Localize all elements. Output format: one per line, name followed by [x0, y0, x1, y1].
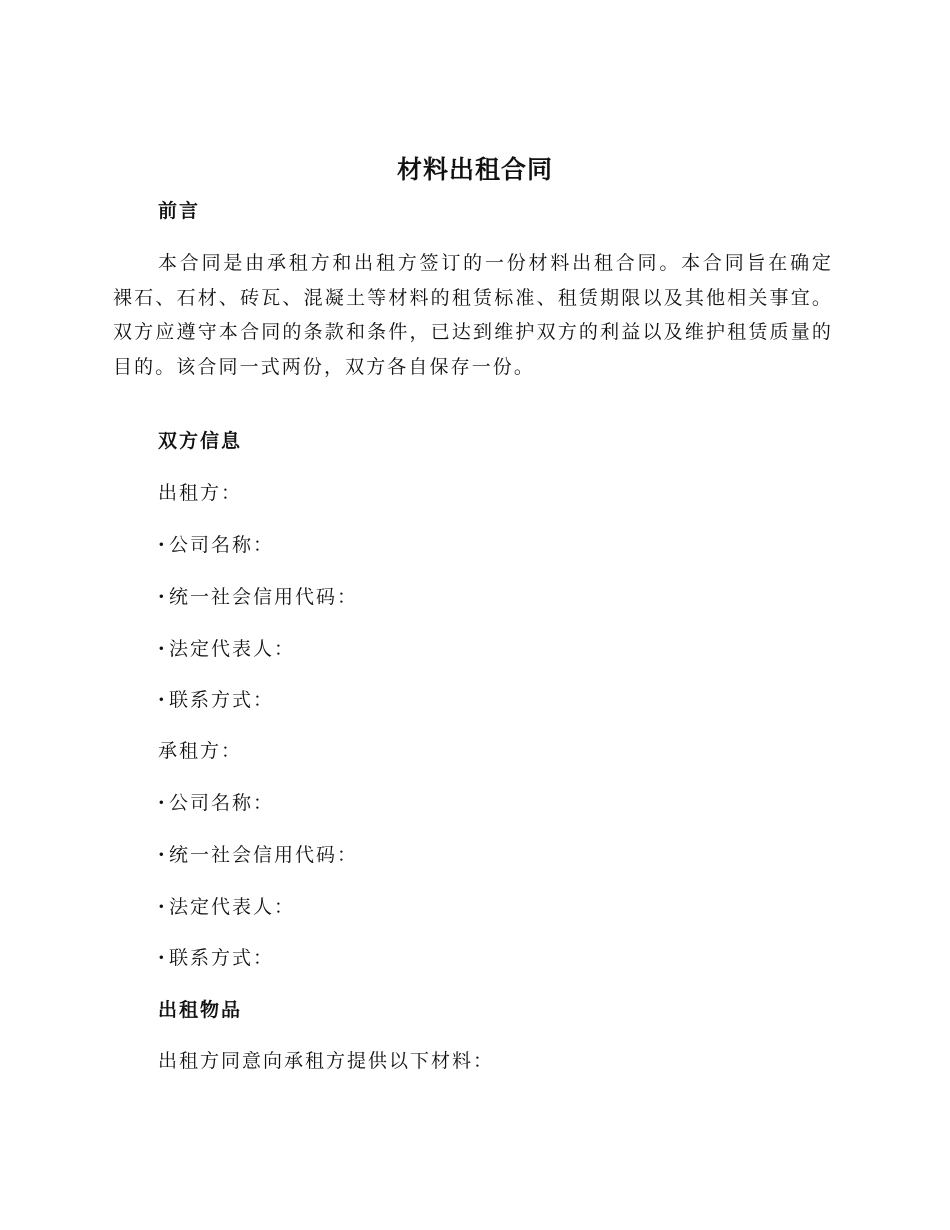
lessee-field-company-name	[158, 788, 274, 818]
field-label: 联系方式：	[169, 947, 275, 969]
bullet-icon: ·	[158, 534, 167, 556]
lessee-field-legal-rep	[158, 892, 295, 922]
parties-heading: 双方信息	[158, 430, 243, 452]
lessor-field-contact	[158, 685, 274, 715]
bullet-icon: ·	[158, 792, 167, 814]
document-title: 材料出租合同	[396, 155, 553, 184]
field-label: 统一社会信用代码：	[169, 844, 359, 866]
lessor-field-credit-code	[158, 582, 358, 612]
bullet-icon: ·	[158, 586, 167, 608]
bullet-icon: ·	[158, 638, 167, 660]
lessor-field-company-name	[158, 530, 274, 560]
field-label: 统一社会信用代码：	[169, 586, 359, 608]
lessee-field-credit-code	[158, 840, 358, 870]
lessee-field-contact	[158, 943, 274, 973]
preface-paragraph: 本合同是由承租方和出租方签订的一份材料出租合同。本合同旨在确定裸石、石材、砖瓦、混凝土等材料的租赁标准、租赁期限以及其他相关事宜。双方应遵守本合同的条款和条件，已达到维护双方的利益以及维护租赁质量的目的。该合同一式两份，双方各自保存一份。	[113, 252, 833, 378]
field-label: 联系方式：	[169, 689, 275, 711]
field-label: 法定代表人：	[169, 638, 296, 660]
bullet-icon: ·	[158, 689, 167, 711]
preface-heading: 前言	[158, 200, 201, 222]
field-label: 法定代表人：	[169, 896, 296, 918]
lessor-field-legal-rep	[158, 634, 295, 664]
bullet-icon: ·	[158, 947, 167, 969]
bullet-icon: ·	[158, 896, 167, 918]
lessee-label: 承租方：	[158, 740, 243, 762]
rental-items-heading: 出租物品	[158, 999, 243, 1021]
field-label: 公司名称：	[169, 792, 275, 814]
rental-items-intro: 出租方同意向承租方提供以下材料：	[158, 1050, 495, 1072]
lessor-label: 出租方：	[158, 482, 243, 504]
bullet-icon: ·	[158, 844, 167, 866]
field-label: 公司名称：	[169, 534, 275, 556]
